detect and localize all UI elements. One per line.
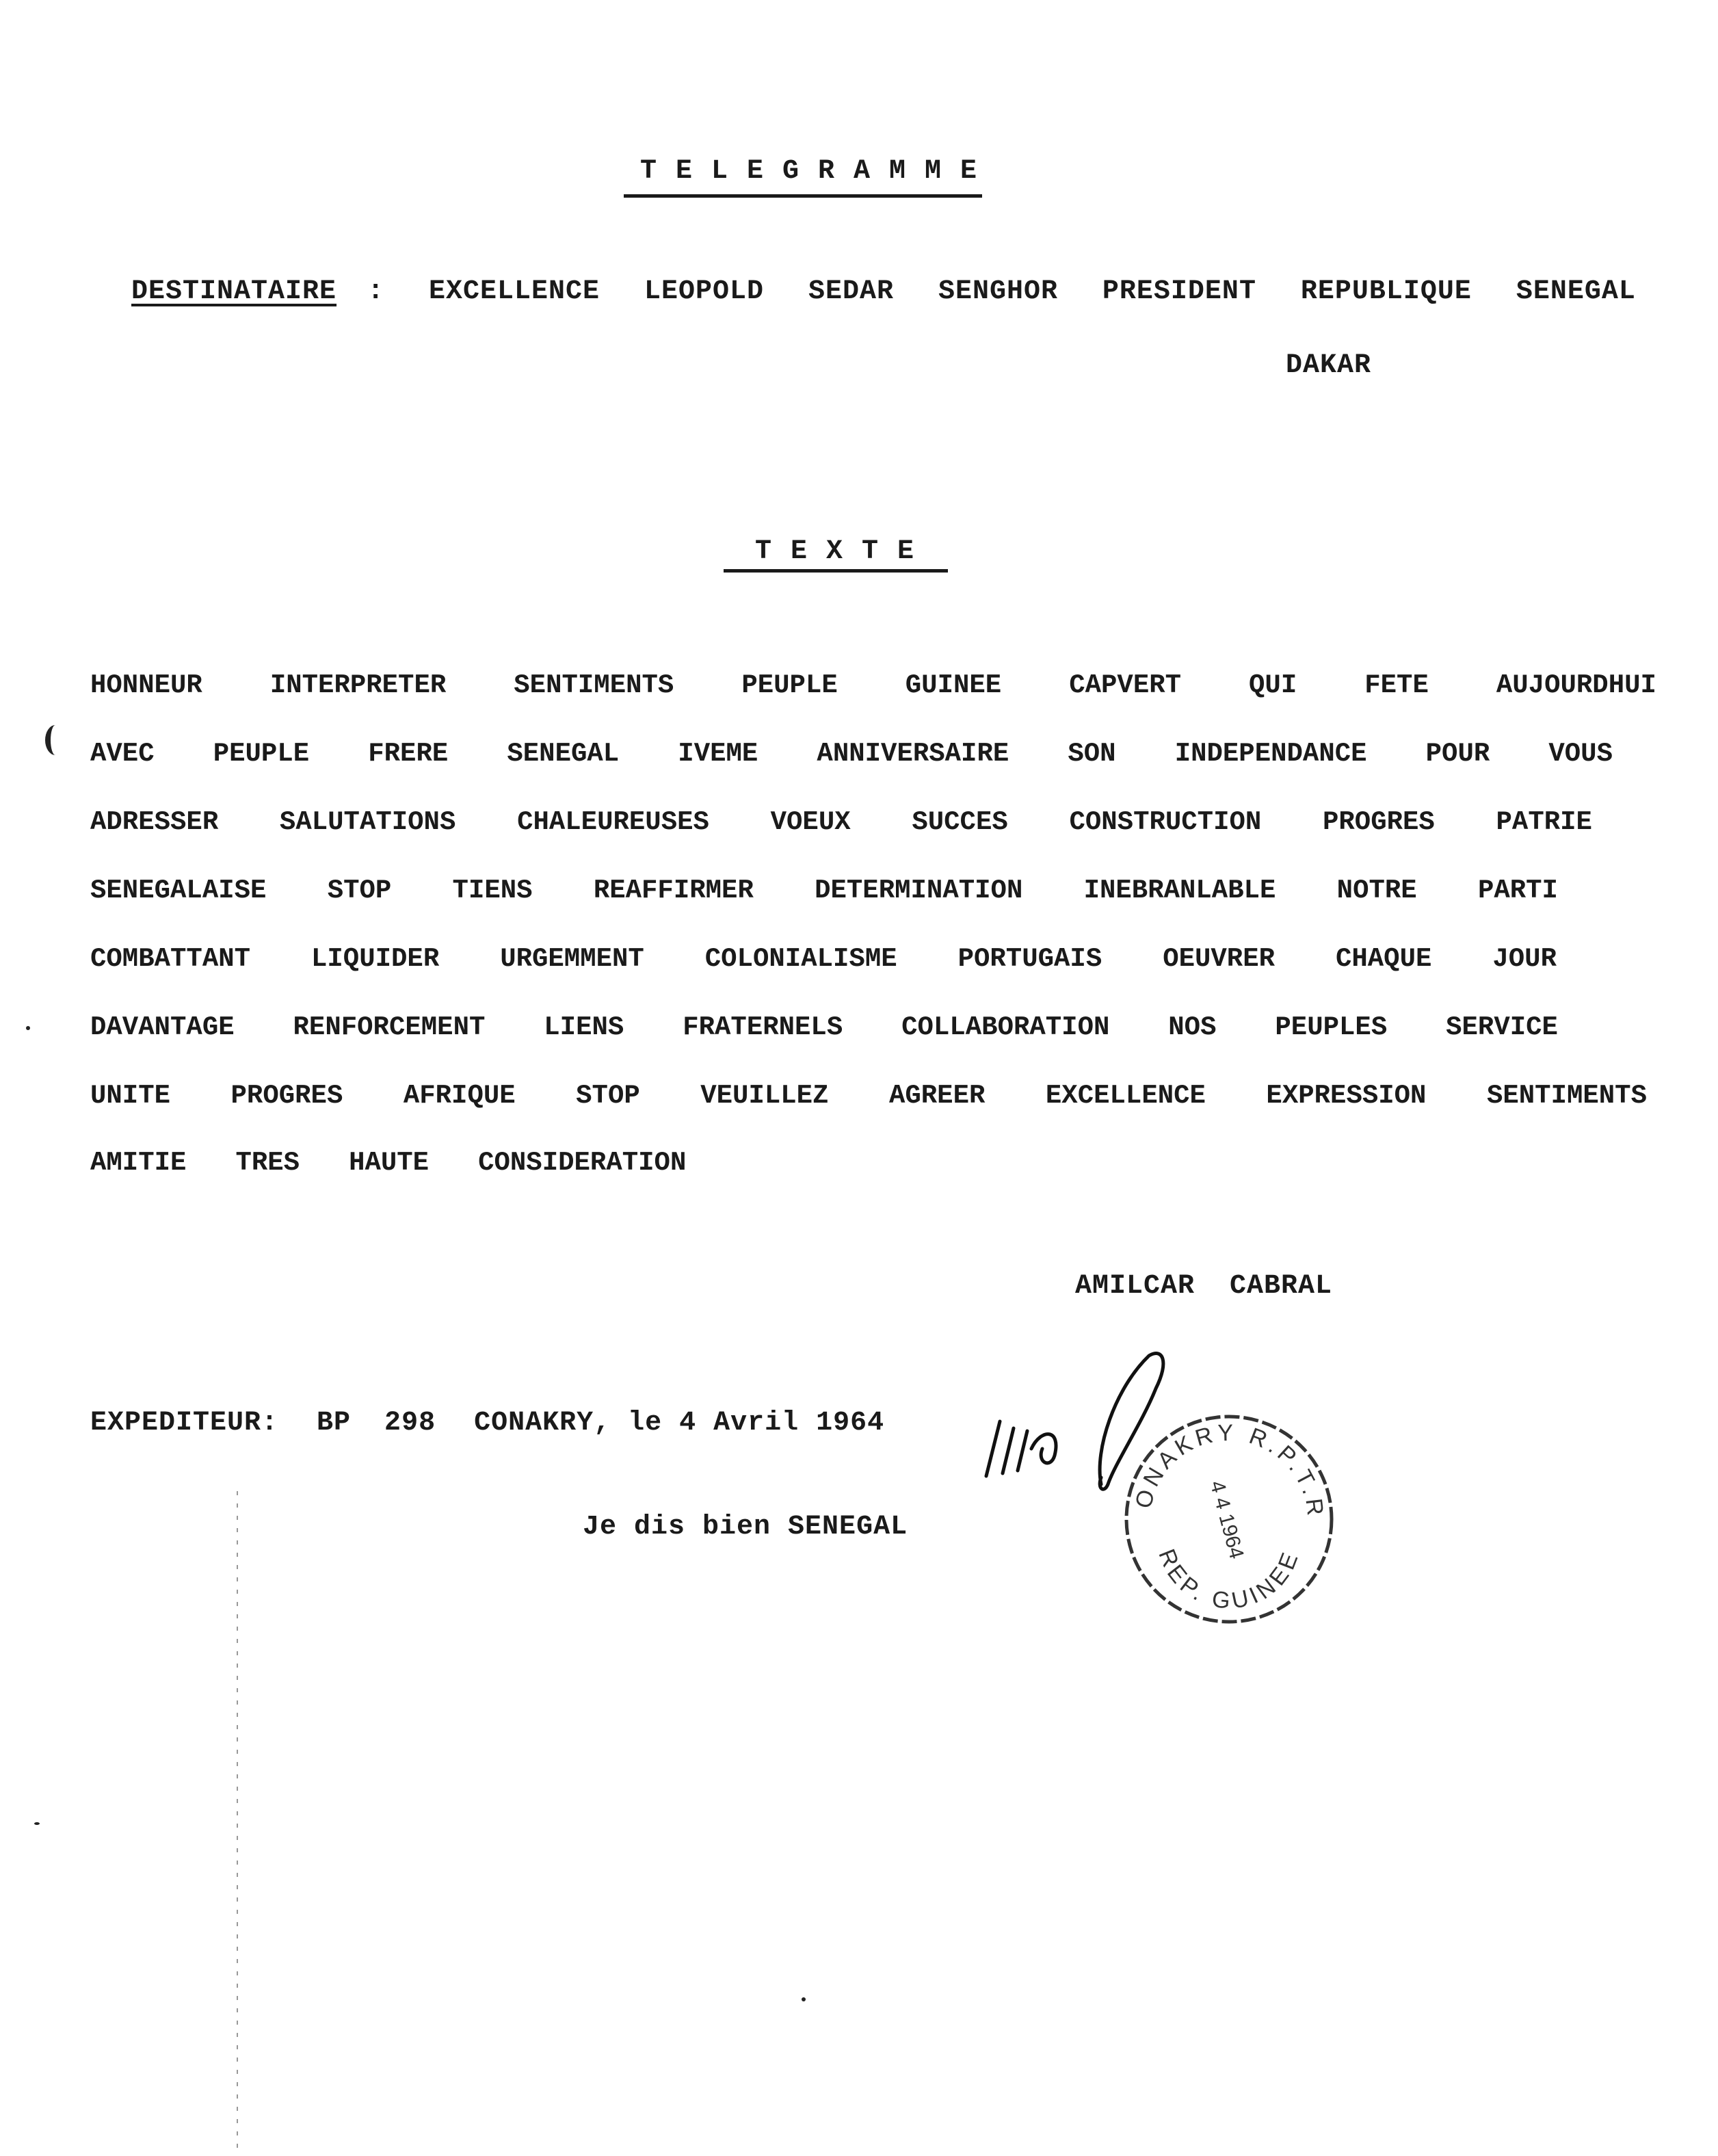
message-word: SALUTATIONS	[279, 807, 456, 837]
message-word: PROGRES	[230, 1081, 343, 1111]
recipient-word: PRESIDENT	[1102, 276, 1256, 307]
title-underline	[624, 194, 982, 198]
signature-name: AMILCAR CABRAL	[1075, 1271, 1333, 1302]
confirmation-line: Je dis bien SENEGAL	[583, 1512, 908, 1542]
message-line	[90, 670, 1656, 700]
message-word: HONNEUR	[90, 670, 202, 700]
message-word: PORTUGAIS	[957, 944, 1102, 974]
message-word: COLLABORATION	[901, 1012, 1110, 1042]
message-word: DAVANTAGE	[90, 1012, 235, 1042]
message-word: FRERE	[368, 739, 449, 769]
message-word: POUR	[1425, 739, 1490, 769]
recipient-word: SENEGAL	[1516, 276, 1636, 307]
message-line	[90, 807, 1592, 837]
message-line	[90, 1148, 686, 1178]
handwritten-note	[979, 1408, 1096, 1493]
recipient-city: DAKAR	[1286, 350, 1372, 381]
message-line	[90, 944, 1557, 974]
message-word: SENTIMENTS	[1486, 1081, 1647, 1111]
recipient-separator: :	[367, 276, 385, 307]
message-line	[90, 1081, 1647, 1111]
message-word: RENFORCEMENT	[293, 1012, 486, 1042]
recipient-label-group	[131, 276, 384, 307]
scan-edge-line	[237, 1491, 238, 2148]
message-word: STOP	[576, 1081, 640, 1111]
handwritten-note-drawing	[979, 1408, 1096, 1490]
message-word: VOEUX	[770, 807, 851, 837]
stamp-text-bottom: REP. GUINEE	[1153, 1545, 1305, 1615]
text-section-underline	[724, 569, 948, 573]
message-word: INEBRANLABLE	[1083, 876, 1276, 906]
sender-po-box: BP 298	[317, 1408, 436, 1438]
recipient-word: EXCELLENCE	[429, 276, 600, 307]
message-word: EXCELLENCE	[1045, 1081, 1206, 1111]
message-word: LIENS	[544, 1012, 624, 1042]
message-word: CONSIDERATION	[478, 1148, 687, 1178]
message-word: PEUPLES	[1275, 1012, 1388, 1042]
message-word: EXPRESSION	[1266, 1081, 1427, 1111]
message-word: SENTIMENTS	[514, 670, 674, 700]
message-word: ADRESSER	[90, 807, 219, 837]
message-word: INDEPENDANCE	[1174, 739, 1367, 769]
message-word: CAPVERT	[1069, 670, 1182, 700]
message-word: FRATERNELS	[683, 1012, 843, 1042]
recipient-word: SENGHOR	[938, 276, 1058, 307]
message-word: AFRIQUE	[403, 1081, 516, 1111]
message-word: AUJOURDHUI	[1496, 670, 1656, 700]
message-line	[90, 1012, 1558, 1042]
sender-place-date: CONAKRY, le 4 Avril 1964	[474, 1408, 885, 1438]
document-title: TELEGRAMME	[640, 156, 996, 187]
message-word: AVEC	[90, 739, 155, 769]
message-word: PATRIE	[1496, 807, 1592, 837]
message-word: AMITIE	[90, 1148, 187, 1178]
message-word: SERVICE	[1446, 1012, 1558, 1042]
message-word: SUCCES	[912, 807, 1008, 837]
message-word: AGREER	[888, 1081, 986, 1111]
message-word: SENEGALAISE	[90, 876, 267, 906]
message-word: CHALEUREUSES	[517, 807, 709, 837]
message-word: SENEGAL	[507, 739, 620, 769]
message-word: HAUTE	[349, 1148, 430, 1178]
message-word: GUINEE	[905, 670, 1002, 700]
message-word: NOS	[1168, 1012, 1217, 1042]
postal-stamp	[1116, 1406, 1342, 1632]
message-word: SON	[1068, 739, 1116, 769]
message-word: VOUS	[1548, 739, 1613, 769]
message-word: COMBATTANT	[90, 944, 251, 974]
message-word: LIQUIDER	[311, 944, 440, 974]
message-word: FETE	[1364, 670, 1429, 700]
message-word: CONSTRUCTION	[1069, 807, 1262, 837]
message-word: JOUR	[1492, 944, 1557, 974]
message-word: PROGRES	[1323, 807, 1435, 837]
message-word: TIENS	[452, 876, 533, 906]
message-word: UNITE	[90, 1081, 171, 1111]
message-word: DETERMINATION	[815, 876, 1023, 906]
recipient-word: SEDAR	[808, 276, 894, 307]
message-word: ANNIVERSAIRE	[817, 739, 1009, 769]
message-word: TRES	[235, 1148, 300, 1178]
stamp-date: 4 4 1964	[1205, 1478, 1248, 1562]
message-word: STOP	[327, 876, 392, 906]
recipient-word: LEOPOLD	[644, 276, 765, 307]
message-word: OEUVRER	[1163, 944, 1276, 974]
stamp-drawing	[1116, 1406, 1342, 1632]
message-word: PEUPLE	[741, 670, 838, 700]
scan-speck	[802, 1997, 806, 2001]
scan-speck	[34, 1822, 40, 1825]
sender-line	[90, 1408, 884, 1438]
message-word: INTERPRETER	[269, 670, 447, 700]
message-line	[90, 876, 1558, 906]
recipient-word: REPUBLIQUE	[1300, 276, 1472, 307]
recipient-label: DESTINATAIRE	[131, 276, 337, 307]
message-word: URGEMMENT	[500, 944, 644, 974]
message-word: PEUPLE	[213, 739, 310, 769]
message-word: CHAQUE	[1335, 944, 1432, 974]
scan-speck	[26, 1026, 30, 1030]
text-section-title: TEXTE	[755, 536, 934, 567]
recipient-line	[131, 276, 1636, 307]
message-line	[90, 739, 1613, 769]
message-word: REAFFIRMER	[593, 876, 754, 906]
stamp-text-top: ONAKRY R.P.T.R	[1130, 1419, 1329, 1521]
message-word: NOTRE	[1336, 876, 1417, 906]
message-word: PARTI	[1477, 876, 1558, 906]
margin-mark	[45, 725, 66, 755]
message-word: QUI	[1249, 670, 1297, 700]
message-word: COLONIALISME	[704, 944, 897, 974]
message-word: VEUILLEZ	[700, 1081, 829, 1111]
message-word: IVEME	[678, 739, 758, 769]
sender-label: EXPEDITEUR:	[90, 1408, 279, 1438]
